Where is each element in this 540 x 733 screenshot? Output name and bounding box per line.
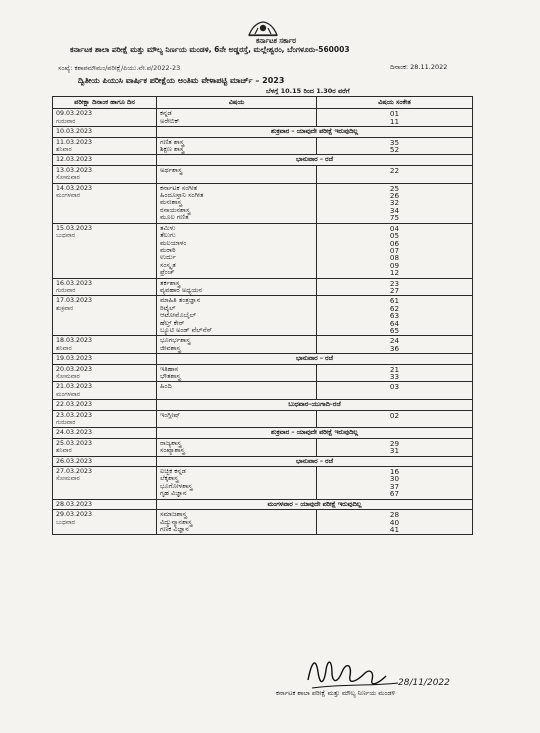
exam-date-cell — [53, 499, 157, 509]
office-stamp: ಕರ್ನಾಟಕ ಶಾಲಾ ಪರೀಕ್ಷೆ ಮತ್ತು ಮೌಲ್ಯ ನಿರ್ಣಯ ಮಂಡಳಿ — [276, 689, 396, 697]
table-header-row — [53, 97, 473, 109]
code-cell — [317, 223, 473, 278]
subject-name: ತಮಿಳು — [160, 223, 176, 232]
table-row — [53, 183, 473, 223]
exam-date-cell — [53, 400, 157, 410]
exam-date-cell — [53, 510, 157, 535]
subject-name: ಐಚ್ಛಿಕ ಕನ್ನಡ — [160, 467, 186, 476]
exam-day: ಮಂಗಳವಾರ — [56, 192, 81, 200]
exam-date-cell — [53, 165, 157, 183]
exam-date-cell — [53, 428, 157, 438]
exam-date: 26.03.2023 — [56, 457, 93, 465]
exam-date-cell — [53, 438, 157, 456]
subject-name: ಕನ್ನಡ — [160, 109, 172, 118]
subject-cell — [157, 336, 317, 354]
subject-name: ಭೌತಶಾಸ್ತ್ರ — [160, 372, 181, 380]
exam-day: ಸೋಮವಾರ — [56, 475, 80, 483]
code-cell — [317, 336, 473, 354]
exam-day: ಗುರುವಾರ — [56, 286, 76, 294]
exam-date: 17.03.2023 — [56, 297, 93, 305]
exam-time: ಬೆಳಗ್ಗೆ 10.15 ರಿಂದ 1.30ರ ವರೆಗೆ — [266, 87, 350, 95]
subject-name: ಗಣಿತ ಶಾಸ್ತ್ರ — [160, 137, 185, 146]
exam-date-cell — [53, 137, 157, 155]
subject-name: ಬ್ಯೂಟಿ ಅಂಡ್ ವೆಲ್‌ನೆಸ್ — [160, 325, 213, 334]
subject-code: 29 — [389, 438, 400, 448]
subject-name: ತೆಲುಗು — [160, 231, 176, 240]
table-row — [53, 438, 473, 456]
exam-date: 09.03.2023 — [56, 110, 93, 118]
code-cell — [317, 382, 473, 400]
holiday-row — [53, 400, 473, 410]
subject-name: ಸಮಾಜಶಾಸ್ತ್ರ — [160, 510, 187, 519]
table-row — [53, 109, 473, 127]
code-cell — [317, 296, 473, 336]
subject-name: ಇಂಗ್ಲೀಷ್ — [160, 410, 181, 419]
subject-code: 04 — [389, 223, 400, 233]
exam-day: ಶನಿವಾರ — [56, 146, 72, 154]
subject-name: ಮಲಯಾಳಂ — [160, 238, 187, 247]
exam-date-cell — [53, 296, 157, 336]
exam-date: 15.03.2023 — [56, 224, 93, 232]
subject-cell — [157, 382, 317, 400]
code-cell — [317, 165, 473, 183]
subject-code: 32 — [389, 198, 400, 208]
subject-cell — [157, 467, 317, 500]
exam-day: ಗುರುವಾರ — [56, 419, 76, 427]
code-cell — [317, 510, 473, 535]
subject-name: ಗಣಕ ವಿಜ್ಞಾನ — [160, 524, 189, 533]
exam-date: 25.03.2023 — [56, 439, 93, 447]
subject-cell — [157, 364, 317, 382]
exam-day: ಸೋಮವಾರ — [56, 174, 80, 182]
exam-day: ಶನಿವಾರ — [56, 344, 72, 352]
subject-cell — [157, 223, 317, 278]
subject-code: 41 — [389, 524, 400, 534]
subject-cell — [157, 183, 317, 223]
exam-date-cell — [53, 336, 157, 354]
subject-code: 22 — [389, 165, 400, 175]
subject-code: 25 — [389, 183, 400, 193]
subject-name: ಶಿಕ್ಷಣ ಶಾಸ್ತ್ರ — [160, 145, 185, 154]
subject-code: 64 — [389, 318, 400, 328]
subject-code: 11 — [389, 116, 400, 126]
code-cell — [317, 467, 473, 500]
subject-name: ಸಂಖ್ಯಾಶಾಸ್ತ್ರ — [160, 446, 185, 455]
exam-date-cell — [53, 278, 157, 296]
code-cell — [317, 183, 473, 223]
exam-day: ಶನಿವಾರ — [56, 447, 72, 455]
subject-code: 34 — [389, 205, 400, 215]
reference-number: ಸಂಖ್ಯೆ: ಕಶಾಪಮೌಮಂ/ಪರೀಕ್ಷೆ/ಪಿಯು.ವೇ.ಪ/2022-23 — [58, 64, 181, 72]
exam-date: 23.03.2023 — [56, 411, 93, 419]
subject-code: 27 — [389, 285, 400, 295]
govt-title: ಕರ್ನಾಟಕ ಸರ್ಕಾರ — [256, 37, 296, 45]
table-row — [53, 223, 473, 278]
subject-code: 24 — [389, 336, 400, 346]
issue-date: ದಿನಾಂಕ: 28.11.2022 — [390, 63, 448, 71]
header-subject: ವಿಷಯ — [157, 97, 317, 109]
holiday-row — [53, 499, 473, 509]
exam-date-cell — [53, 382, 157, 400]
table-row — [53, 510, 473, 535]
exam-date: 13.03.2023 — [56, 166, 93, 174]
exam-date: 22.03.2023 — [56, 401, 93, 409]
subject-code: 35 — [389, 137, 400, 147]
subject-code: 01 — [389, 109, 400, 119]
subject-name: ಮಾಹಿತಿ ತಂತ್ರಜ್ಞಾನ — [160, 296, 201, 305]
exam-date-cell — [53, 183, 157, 223]
exam-date-cell — [53, 127, 157, 137]
exam-date-cell — [53, 354, 157, 364]
subject-code: 37 — [389, 481, 400, 491]
exam-date: 18.03.2023 — [56, 337, 93, 345]
subject-code: 52 — [389, 145, 400, 155]
exam-date-cell — [53, 410, 157, 428]
subject-code: 23 — [389, 278, 400, 288]
subject-code: 62 — [389, 303, 400, 313]
exam-date: 16.03.2023 — [56, 279, 93, 287]
exam-date-cell — [53, 364, 157, 382]
holiday-note: ಭಾನುವಾರ – ರಜೆ — [157, 456, 473, 466]
holiday-note: ಶುಕ್ರವಾರ – ಯಾವುದೇ ಪರೀಕ್ಷೆ ಇರುವುದಿಲ್ಲ — [157, 127, 473, 137]
exam-date: 29.03.2023 — [56, 511, 93, 519]
holiday-row — [53, 428, 473, 438]
code-cell — [317, 364, 473, 382]
subject-name: ಅರ್ಥಶಾಸ್ತ್ರ — [160, 165, 183, 174]
subject-name: ಸಂಸ್ಕೃತ — [160, 260, 176, 269]
table-row — [53, 336, 473, 354]
exam-date-cell — [53, 155, 157, 165]
exam-day: ಗುರುವಾರ — [56, 117, 76, 125]
exam-day: ಬುಧವಾರ — [56, 518, 75, 526]
exam-date: 11.03.2023 — [56, 138, 93, 146]
subject-code: 75 — [389, 213, 400, 223]
table-row — [53, 296, 473, 336]
subject-code: 12 — [389, 268, 400, 278]
holiday-row — [53, 155, 473, 165]
subject-name: ರಿಟೈಲ್ — [160, 303, 176, 312]
exam-date: 19.03.2023 — [56, 355, 93, 363]
exam-date: 14.03.2023 — [56, 184, 93, 192]
subject-name: ಇತಿಹಾಸ — [160, 364, 179, 373]
document-title: ದ್ವಿತೀಯ ಪಿಯುಸಿ ವಾರ್ಷಿಕ ಪರೀಕ್ಷೆಯ ಅಂತಿಮ ವೇಳಾಪಟ್ಟಿ ಮಾರ್ಚ್ – 2023 — [78, 76, 285, 85]
exam-date: 10.03.2023 — [56, 128, 93, 136]
exam-date: 20.03.2023 — [56, 365, 93, 373]
exam-day: ಮಂಗಳವಾರ — [56, 390, 81, 398]
exam-date-cell — [53, 109, 157, 127]
subject-code: 16 — [389, 467, 400, 477]
subject-code: 61 — [389, 296, 400, 306]
subject-code: 67 — [389, 489, 400, 499]
table-row — [53, 364, 473, 382]
exam-date: 21.03.2023 — [56, 383, 93, 391]
subject-cell — [157, 296, 317, 336]
subject-name: ವ್ಯವಹಾರ ಅಧ್ಯಯನ — [160, 285, 203, 294]
subject-name: ಉರ್ದು — [160, 253, 176, 262]
subject-name: ಆಟೋಮೊಬೈಲ್ — [160, 311, 197, 320]
subject-code: 02 — [389, 410, 400, 420]
subject-code: 06 — [389, 238, 400, 248]
table-row — [53, 137, 473, 155]
holiday-note: ಬುಧವಾರ–ಯುಗಾದಿ–ರಜೆ — [157, 400, 473, 410]
subject-code: 33 — [389, 372, 400, 381]
code-cell — [317, 410, 473, 428]
subject-code: 31 — [389, 446, 400, 456]
code-cell — [317, 109, 473, 127]
exam-date-cell — [53, 467, 157, 500]
subject-code: 07 — [389, 245, 400, 255]
exam-date: 27.03.2023 — [56, 468, 93, 476]
subject-code: 05 — [389, 231, 400, 241]
subject-cell — [157, 165, 317, 183]
holiday-note: ಶುಕ್ರವಾರ – ಯಾವುದೇ ಪರೀಕ್ಷೆ ಇರುವುದಿಲ್ಲ — [157, 428, 473, 438]
subject-name: ಭೂಗೋಳಶಾಸ್ತ್ರ — [160, 481, 193, 490]
subject-name: ಮನಃಶಾಸ್ತ್ರ — [160, 198, 182, 207]
subject-name: ಕರ್ನಾಟಕ ಸಂಗೀತ — [160, 183, 198, 192]
header-code: ವಿಷಯ ಸಂಕೇತ — [317, 97, 473, 109]
header-date: ಪರೀಕ್ಷಾ ದಿನಾಂಕ ಹಾಗೂ ದಿನ — [53, 97, 157, 109]
exam-day: ಸೋಮವಾರ — [56, 373, 80, 380]
holiday-row — [53, 456, 473, 466]
subject-name: ರಸಾಯನಶಾಸ್ತ್ರ — [160, 205, 191, 214]
subject-name: ಫ್ರೆಂಚ್ — [160, 268, 175, 277]
holiday-row — [53, 127, 473, 137]
state-emblem-icon — [246, 19, 280, 37]
subject-name: ಭೂಗರ್ಭಶಾಸ್ತ್ರ — [160, 336, 191, 345]
holiday-note: ಭಾನುವಾರ – ರಜೆ — [157, 155, 473, 165]
subject-code: 08 — [389, 253, 400, 263]
subject-name: ಹಿಂದೂಸ್ತಾನಿ ಸಂಗೀತ — [160, 191, 204, 200]
subject-code: 03 — [389, 382, 400, 392]
exam-day: ಶುಕ್ರವಾರ — [56, 304, 74, 312]
exam-date-cell — [53, 456, 157, 466]
code-cell — [317, 438, 473, 456]
subject-name: ಲೆಕ್ಕಶಾಸ್ತ್ರ — [160, 474, 179, 483]
subject-code: 21 — [389, 364, 400, 374]
subject-code: 28 — [389, 510, 400, 520]
subject-name: ಮರಾಠಿ — [160, 245, 176, 254]
table-row — [53, 165, 473, 183]
exam-date-cell — [53, 223, 157, 278]
exam-date: 24.03.2023 — [56, 429, 93, 437]
holiday-note: ಮಂಗಳವಾರ – ಯಾವುದೇ ಪರೀಕ್ಷೆ ಇರುವುದಿಲ್ಲ — [157, 499, 473, 509]
subject-cell — [157, 109, 317, 127]
subject-name: ರಾಜ್ಯಶಾಸ್ತ್ರ — [160, 438, 182, 447]
subject-cell — [157, 410, 317, 428]
subject-name: ಗೃಹ ವಿಜ್ಞಾನ — [160, 489, 187, 498]
subject-code: 30 — [389, 474, 400, 484]
subject-name: ಹಿಂದಿ — [160, 382, 172, 391]
code-cell — [317, 278, 473, 296]
holiday-row — [53, 354, 473, 364]
timetable — [52, 96, 473, 535]
signature-date: 28/11/2022 — [398, 678, 450, 688]
subject-code: 09 — [389, 260, 400, 270]
subject-cell — [157, 510, 317, 535]
subject-name: ಅರೇಬಿಕ್ — [160, 116, 180, 125]
subject-name: ತರ್ಕಶಾಸ್ತ್ರ — [160, 278, 181, 287]
holiday-note: ಭಾನುವಾರ – ರಜೆ — [157, 354, 473, 364]
subject-name: ಜೀವಶಾಸ್ತ್ರ — [160, 343, 181, 352]
table-row — [53, 278, 473, 296]
subject-name: ಹೆಲ್ತ್ ಕೇರ್ — [160, 318, 185, 327]
subject-code: 65 — [389, 325, 400, 335]
org-address: ಕರ್ನಾಟಕ ಶಾಲಾ ಪರೀಕ್ಷೆ ಮತ್ತು ಮೌಲ್ಯ ನಿರ್ಣಯ ಮಂಡಳಿ, 6ನೇ ಅಡ್ಡರಸ್ತೆ, ಮಲ್ಲೇಶ್ವರಂ, ಬೆಂಗಳೂರು-560003 — [70, 45, 350, 54]
table-row — [53, 467, 473, 500]
subject-code: 40 — [389, 517, 400, 527]
table-row — [53, 382, 473, 400]
subject-code: 36 — [389, 343, 400, 353]
subject-code: 63 — [389, 311, 400, 321]
subject-code: 26 — [389, 191, 400, 201]
subject-name: ಮೂಲ ಗಣಿತ — [160, 213, 189, 222]
exam-date: 12.03.2023 — [56, 156, 93, 164]
timetable-body — [53, 109, 473, 535]
subject-cell — [157, 438, 317, 456]
table-row — [53, 410, 473, 428]
subject-name: ವಿದ್ಯುನ್ಮಾನಶಾಸ್ತ್ರ — [160, 517, 193, 526]
exam-day: ಬುಧವಾರ — [56, 232, 75, 240]
exam-date: 28.03.2023 — [56, 500, 93, 508]
subject-cell — [157, 278, 317, 296]
subject-cell — [157, 137, 317, 155]
code-cell — [317, 137, 473, 155]
